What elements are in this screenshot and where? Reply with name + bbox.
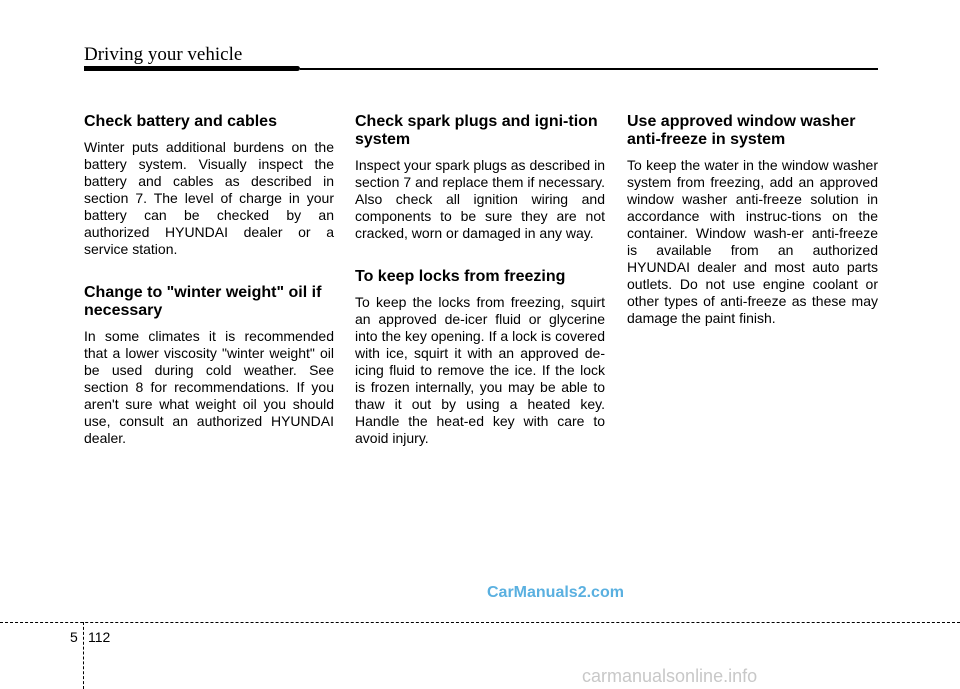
chapter-number: 5	[70, 629, 78, 645]
section-body: To keep the locks from freezing, squirt an approved de-icer fluid or glycerine into the key opening. If a lock is covered with ice, squirt it with an approved de-icing fluid to remove the ice. If the lock is frozen internally, you may be able to thaw it out by using a heated key. Handle the heat-ed key with care to avoid injury.	[355, 294, 605, 446]
section-body: Winter puts additional burdens on the battery system. Visually inspect the battery and cables as described in section 7. The level of charge in your battery can be checked by an authorized HYUNDAI dealer or a service station.	[84, 139, 334, 257]
section-heading: To keep locks from freezing	[355, 268, 566, 285]
column-left	[84, 113, 334, 473]
watermark-text: carmanualsonline.info	[582, 666, 758, 686]
section-heading: Change to "winter weight" oil if necessary	[84, 284, 322, 319]
page-number: 112	[88, 629, 111, 645]
section-heading: Check spark plugs and igni-tion system	[355, 113, 598, 148]
header-rule-dark	[84, 66, 300, 71]
column-middle	[355, 113, 605, 473]
watermark-link[interactable]: CarManuals2.com	[487, 584, 624, 601]
section-body: Inspect your spark plugs as described in section 7 and replace them if necessary. Also check all ignition wiring and components to be sure they are not cracked, worn or damaged in any way.	[355, 157, 605, 241]
footer-divider	[0, 622, 960, 623]
page-header-title: Driving your vehicle	[84, 44, 243, 65]
section-heading: Check battery and cables	[84, 113, 277, 130]
header-rule-thin	[300, 68, 878, 70]
footer-vertical-divider	[83, 622, 84, 689]
section-heading: Use approved window washer anti-freeze in system	[627, 113, 856, 148]
section-body: In some climates it is recommended that a lower viscosity "winter weight" oil be used during cold weather. See section 8 for recommendations. If you aren't sure what weight oil you should use, consult an authorized HYUNDAI dealer.	[84, 328, 334, 446]
column-right	[627, 113, 878, 353]
section-body: To keep the water in the window washer system from freezing, add an approved window washer anti-freeze solution in accordance with instruc-tions on the container. Window wash-er anti-freeze is available from an authorized HYUNDAI dealer and most auto parts outlets. Do not use engine coolant or other types of anti-freeze as these may damage the paint finish.	[627, 157, 878, 326]
